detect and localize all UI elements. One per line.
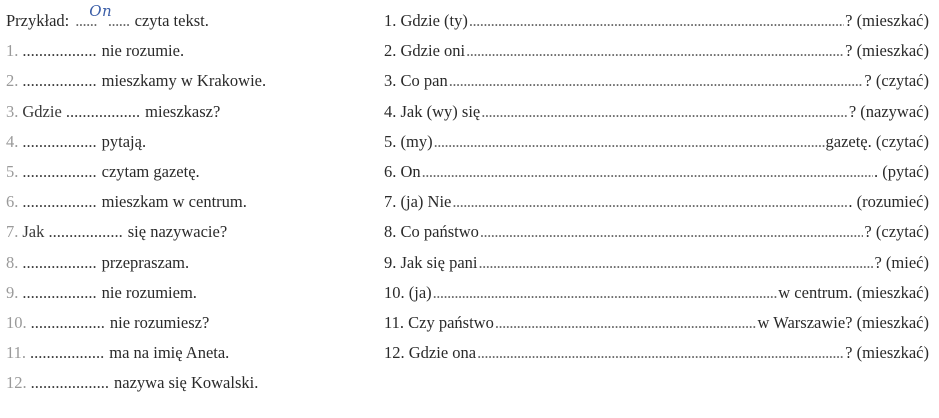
left-exercise-item [6,157,366,187]
item-text: nie rozumie. [101,41,185,61]
answer-blank[interactable]: Jak .................. [22,222,123,242]
item-prefix: 6. On [384,161,421,181]
left-exercise-item [6,187,366,217]
answer-blank[interactable]: .................. [22,41,97,61]
answer-blank[interactable] [480,217,864,247]
left-exercise-item [6,127,366,157]
item-prefix: 9. Jak się pani [384,252,478,272]
item-prefix: 2. Gdzie oni [384,41,466,61]
item-text: mieszkasz? [145,101,221,121]
item-suffix: ? (mieszkać) [845,343,929,363]
item-text: się nazywacie? [127,222,228,242]
answer-blank[interactable] [466,36,844,66]
item-suffix: ? (nazywać) [848,101,929,121]
answer-blank[interactable] [477,338,844,368]
answer-blank[interactable] [449,66,864,96]
item-suffix: w Warszawie? (mieszkać) [757,312,929,332]
item-prefix: 5. (my) [384,131,433,151]
right-exercise-item [384,187,929,217]
left-exercise-item [6,36,366,66]
item-number: 3. [6,101,19,121]
item-number: 6. [6,192,19,212]
item-suffix: gazetę. (czytać) [825,131,929,151]
item-text: mieszkamy w Krakowie. [101,71,267,91]
item-number: 9. [6,282,19,302]
item-text: przepraszam. [101,252,190,272]
right-exercise-item [384,278,929,308]
item-number: 1. [6,41,19,61]
item-text: czytam gazetę. [101,161,200,181]
answer-blank[interactable]: .................. [22,282,97,302]
item-prefix: 3. Co pan [384,71,448,91]
item-number: 12. [6,373,27,393]
item-suffix: ? (mieszkać) [845,41,929,61]
item-text: nie rozumiesz? [109,312,210,332]
left-exercise-column [6,2,366,398]
left-exercise-item [6,338,366,368]
item-suffix: ? (czytać) [864,222,929,242]
right-exercise-item [384,217,929,247]
left-exercise-item [6,308,366,338]
item-number: 4. [6,131,19,151]
item-prefix: 8. Co państwo [384,222,479,242]
example-line [6,2,366,36]
right-exercise-item [384,36,929,66]
left-exercise-item [6,217,366,247]
item-suffix: ? (czytać) [864,71,929,91]
right-exercise-item [384,248,929,278]
item-number: 2. [6,71,19,91]
answer-blank[interactable] [469,6,844,36]
item-prefix: 10. (ja) [384,282,432,302]
right-exercise-item [384,97,929,127]
example-answer-blank: ...... ...... On [75,6,129,36]
item-suffix: . (rozumieć) [848,192,929,212]
right-exercise-item [384,308,929,338]
item-text: mieszkam w centrum. [101,192,247,212]
right-exercise-item [384,6,929,36]
answer-blank[interactable]: ................... [30,373,109,393]
item-suffix: . (pytać) [874,161,929,181]
answer-blank[interactable] [495,308,757,338]
left-exercise-item [6,66,366,96]
item-prefix: 12. Gdzie ona [384,343,477,363]
item-suffix: ? (mieszkać) [845,11,929,30]
item-text: pytają. [101,131,147,151]
left-exercise-item [6,368,366,398]
answer-blank[interactable]: .................. [22,161,97,181]
answer-blank[interactable]: .................. [22,71,97,91]
item-prefix: 4. Jak (wy) się [384,101,481,121]
right-exercise-column [384,6,929,368]
left-exercise-item [6,97,366,127]
item-number: 11. [6,343,27,363]
answer-blank[interactable] [478,248,873,278]
item-number: 8. [6,252,19,272]
item-suffix: ? (mieć) [874,252,929,272]
answer-blank[interactable] [433,278,778,308]
right-exercise-item [384,338,929,368]
left-exercise-item [6,248,366,278]
item-suffix: w centrum. (mieszkać) [778,282,929,302]
answer-blank[interactable]: Gdzie .................. [22,101,141,121]
answer-blank[interactable]: .................. [30,312,105,332]
right-exercise-item [384,127,929,157]
right-exercise-item [384,157,929,187]
item-number: 10. [6,312,27,332]
handwritten-answer: On [89,2,113,20]
answer-blank[interactable]: .................. [22,252,97,272]
example-text: czyta tekst. [134,11,209,30]
item-number: 7. [6,222,19,242]
answer-blank[interactable] [481,97,848,127]
example-label: Przykład: [6,11,70,30]
answer-blank[interactable] [452,187,847,217]
answer-blank[interactable] [422,157,873,187]
answer-blank[interactable] [434,127,825,157]
item-prefix: 7. (ja) Nie [384,192,452,212]
item-prefix: 1. Gdzie (ty) [384,11,468,30]
left-exercise-item [6,278,366,308]
answer-blank[interactable]: .................. [22,192,97,212]
item-text: ma na imię Aneta. [109,343,230,363]
item-text: nazywa się Kowalski. [114,373,259,393]
answer-blank[interactable]: .................. [22,131,97,151]
item-text: nie rozumiem. [101,282,197,302]
item-prefix: 11. Czy państwo [384,312,494,332]
item-number: 5. [6,161,19,181]
answer-blank[interactable]: .................. [30,343,105,363]
right-exercise-item [384,66,929,96]
